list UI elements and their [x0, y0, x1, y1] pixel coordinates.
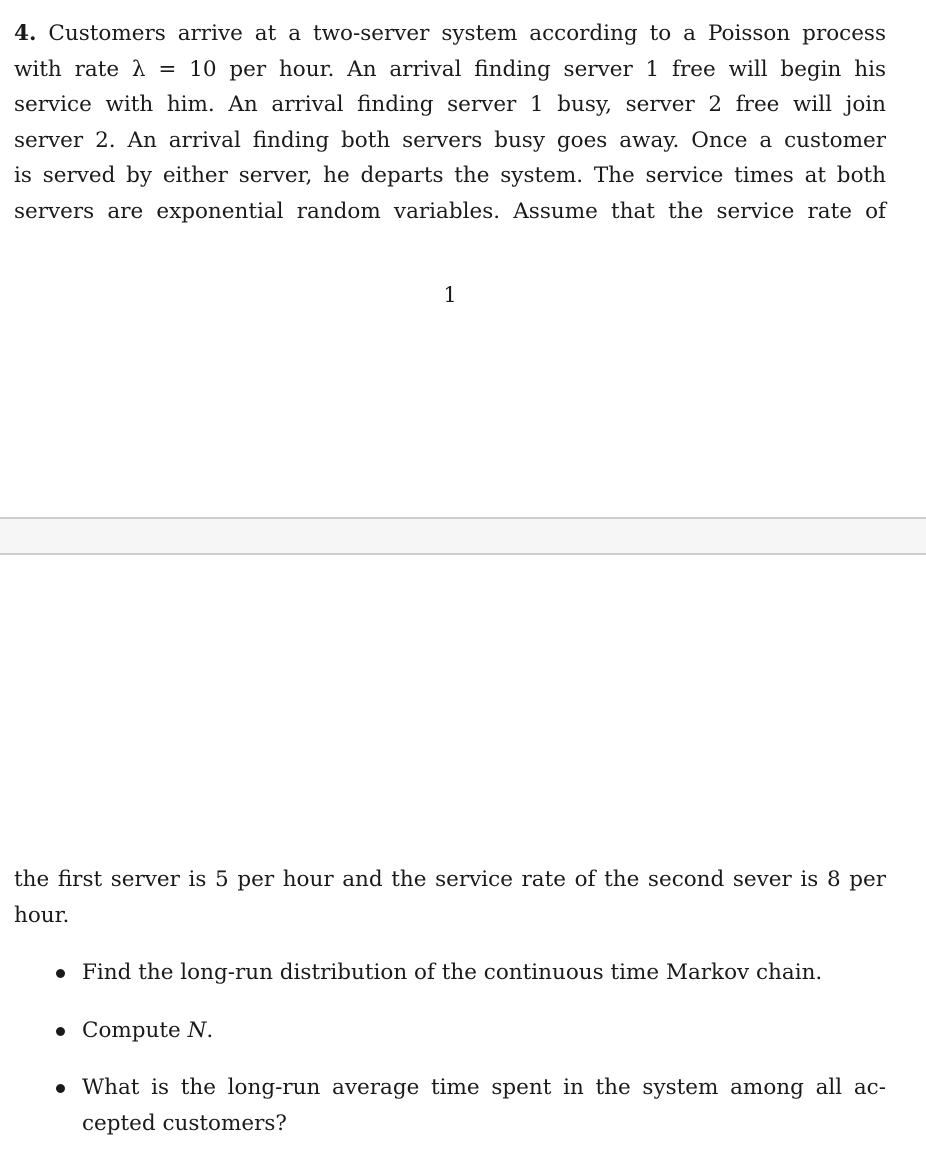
- problem-line-4: server 2. An arrival finding both servers busy goes away. Once a customer: [14, 127, 886, 153]
- problem-line-5: is served by either server, he departs the system. The service times at both: [14, 163, 886, 188]
- continuation-line-2: hour.: [14, 902, 70, 928]
- page-number: 1: [443, 283, 457, 307]
- problem-statement: [14, 16, 886, 229]
- task-list: [50, 955, 886, 1141]
- bullet-icon: [56, 1084, 65, 1093]
- list-item: [50, 1070, 886, 1141]
- task-suffix: .: [206, 1017, 214, 1043]
- problem-continuation: [14, 862, 886, 933]
- problem-line-6: servers are exponential random variables. Assume that the service rate of: [14, 198, 886, 224]
- problem-line-2: with rate λ = 10 per hour. An arrival finding server 1 free will begin his: [14, 56, 886, 82]
- list-item: [50, 955, 886, 991]
- task-text: [82, 1013, 886, 1049]
- bullet-icon: [56, 969, 65, 978]
- problem-number: 4.: [14, 21, 37, 46]
- task-prefix: Compute: [82, 1017, 188, 1043]
- task-text-line-2: cepted customers?: [82, 1110, 287, 1136]
- math-variable: N: [187, 1017, 207, 1043]
- problem-line-text: Customers arrive at a two-server system according to a Poisson process: [48, 21, 886, 46]
- list-item: [50, 1013, 886, 1049]
- bullet-icon: [56, 1027, 65, 1036]
- continuation-line-1: the first server is 5 per hour and the service rate of the second sever is 8 per: [14, 867, 886, 892]
- page-one: [0, 0, 926, 517]
- page-separator: [0, 517, 926, 555]
- problem-line-3: service with him. An arrival finding server 1 busy, server 2 free will join: [14, 92, 886, 117]
- task-text-line-1: What is the long-run average time spent in the system among all ac-: [82, 1075, 886, 1100]
- problem-line-1: [14, 16, 886, 52]
- task-text: Find the long-run distribution of the continuous time Markov chain.: [82, 960, 823, 985]
